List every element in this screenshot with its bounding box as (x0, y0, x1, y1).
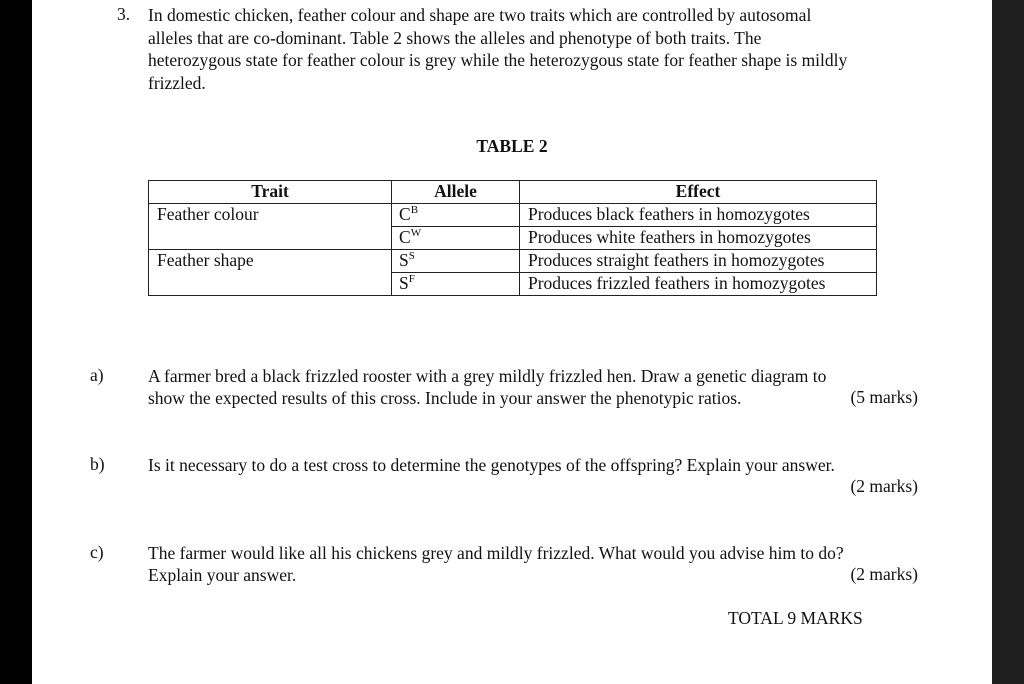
part-c-line: The farmer would like all his chickens grey and mildly frizzled. What would you advise him to do? (148, 543, 844, 563)
allele-base: C (399, 204, 411, 224)
table-row (149, 250, 877, 273)
header-trait: Trait (149, 181, 392, 204)
effect-cell: Produces frizzled feathers in homozygotes (520, 273, 877, 296)
allele-cell (392, 204, 520, 227)
allele-superscript: W (410, 227, 422, 239)
document-page (32, 0, 992, 684)
part-c-text (148, 542, 918, 586)
left-border (0, 0, 32, 684)
allele-base: C (399, 227, 411, 247)
table-row (149, 204, 877, 227)
allele-superscript: F (408, 273, 415, 285)
part-a-label: a) (90, 365, 104, 385)
part-a-line: show the expected results of this cross. Include in your answer the phenotypic ratios. (148, 388, 742, 408)
effect-cell: Produces white feathers in homozygotes (520, 227, 877, 250)
allele-superscript: S (408, 250, 415, 262)
part-b-marks: (2 marks) (850, 476, 918, 496)
question-intro (148, 4, 928, 94)
part-a-text (148, 365, 918, 409)
part-c-marks: (2 marks) (850, 564, 918, 584)
total-marks: TOTAL 9 MARKS (728, 608, 863, 628)
alleles-table (148, 180, 877, 296)
effect-cell: Produces straight feathers in homozygotes (520, 250, 877, 273)
header-effect: Effect (520, 181, 877, 204)
part-b-text (148, 454, 918, 476)
question-number: 3. (117, 4, 131, 24)
allele-cell (392, 273, 520, 296)
allele-cell (392, 250, 520, 273)
part-a-line: A farmer bred a black frizzled rooster with a grey mildly frizzled hen. Draw a genetic diagram to (148, 366, 827, 386)
allele-cell (392, 227, 520, 250)
intro-line: alleles that are co-dominant. Table 2 shows the alleles and phenotype of both traits. The (148, 27, 762, 48)
intro-line: frizzled. (148, 72, 206, 93)
allele-base: S (399, 273, 409, 293)
header-allele: Allele (392, 181, 520, 204)
trait-cell: Feather colour (149, 204, 392, 250)
intro-line: heterozygous state for feather colour is grey while the heterozygous state for feather shape is mildly (148, 50, 848, 70)
part-c-line: Explain your answer. (148, 565, 297, 585)
part-a-marks: (5 marks) (850, 387, 918, 407)
part-b-line: Is it necessary to do a test cross to determine the genotypes of the offspring? Explain your answer. (148, 455, 835, 475)
effect-cell: Produces black feathers in homozygotes (520, 204, 877, 227)
intro-line: In domestic chicken, feather colour and shape are two traits which are controlled by autosomal (148, 5, 812, 25)
allele-base: S (399, 250, 409, 270)
trait-cell: Feather shape (149, 250, 392, 296)
part-c-label: c) (90, 542, 104, 562)
table-title: TABLE 2 (476, 136, 548, 156)
table-header-row (149, 181, 877, 204)
part-b-label: b) (90, 454, 105, 474)
right-border (992, 0, 1024, 684)
allele-superscript: B (410, 204, 419, 216)
